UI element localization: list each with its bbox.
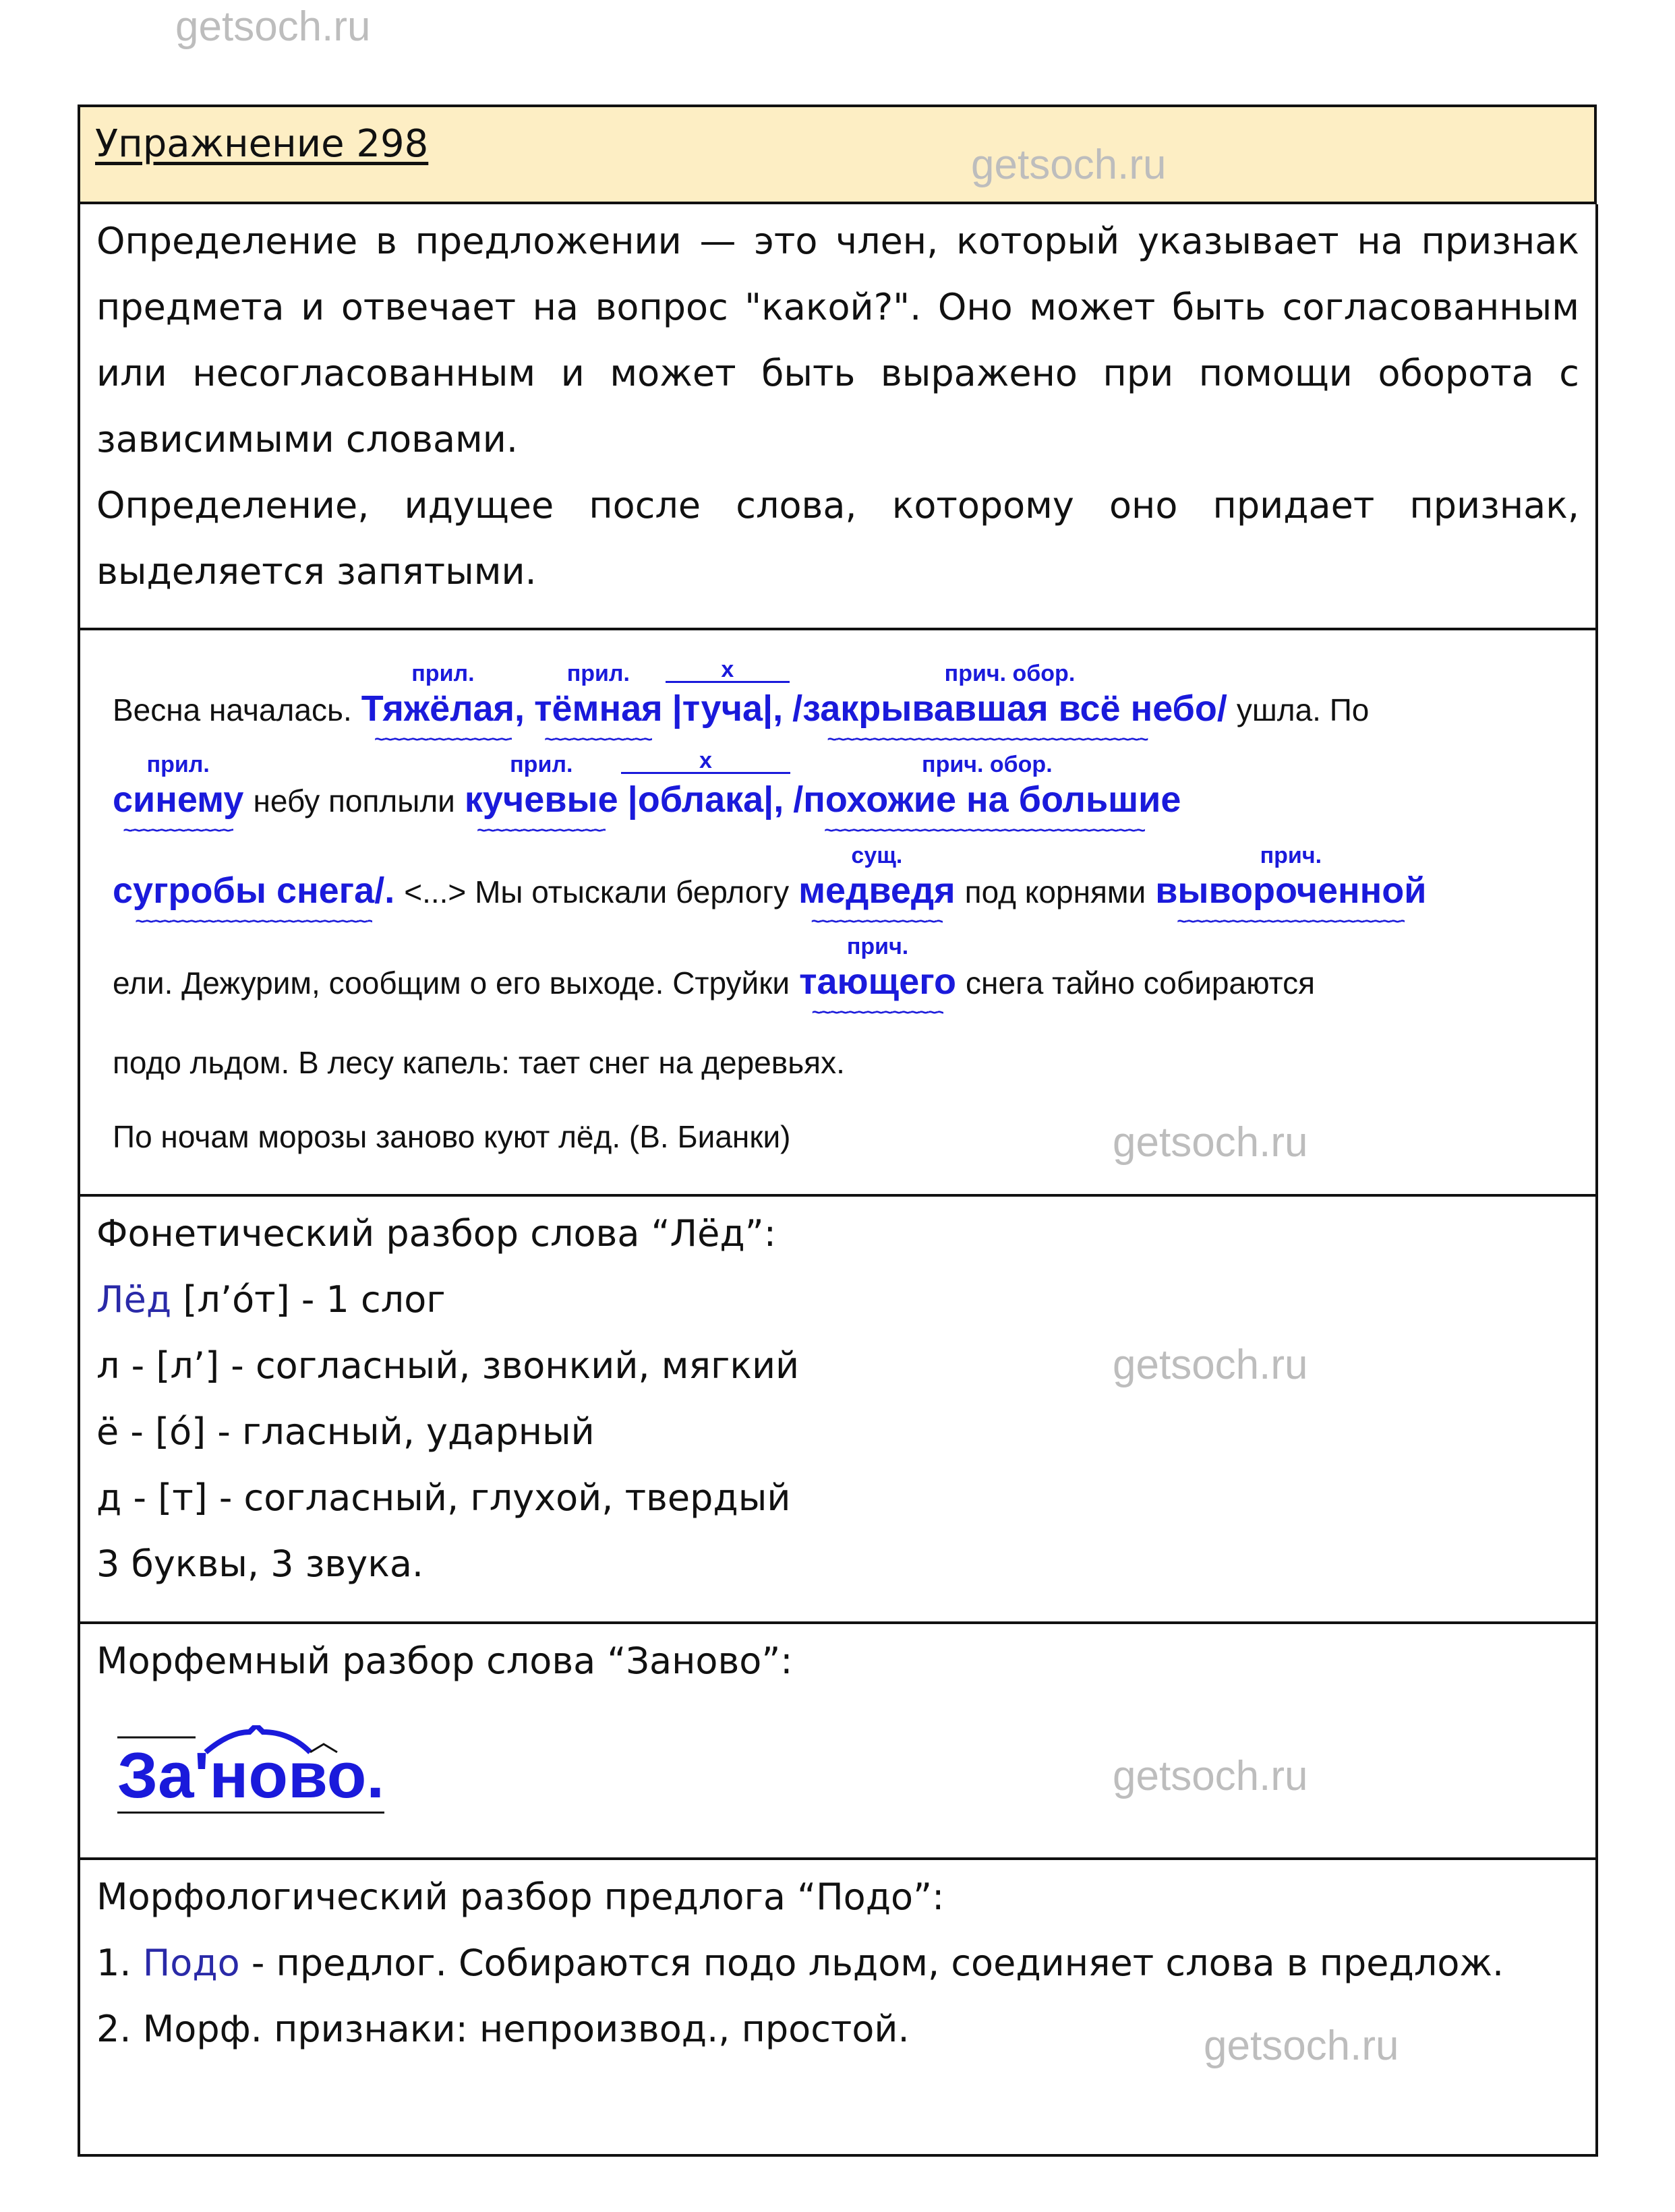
phonetic-section — [78, 1197, 1598, 1624]
part-of-speech-label: прич. обор. — [944, 661, 1076, 686]
example-text: По ночам морозы заново куют лёд. (В. Бианки) — [113, 1119, 791, 1154]
morphology-section — [78, 1860, 1598, 2157]
annotated-word: |облака|, x — [628, 779, 784, 820]
watermark: getsoch.ru — [971, 142, 1167, 188]
wavy-underline — [1177, 917, 1405, 926]
annotated-word: сугробы снега/. ~~~~~ — [113, 870, 394, 911]
morphology-heading: Морфологический разбор предлога “Подо”: — [96, 1876, 945, 1918]
preposition-word: Подо — [142, 1942, 240, 1984]
morphology-item-1 — [96, 1930, 1579, 1996]
phonetic-transcription-line — [96, 1267, 1579, 1333]
exercise-title: Упражнение 298 — [95, 122, 429, 166]
annotated-word: синему прил. ~~~~~ — [113, 779, 243, 820]
wavy-underline — [824, 826, 1150, 835]
phonetic-row: ё - [о́] - гласный, ударный — [96, 1410, 595, 1453]
definition-paragraph: Определение, идущее после слова, которому оно придает признак, выделяется запятыми. — [96, 484, 1579, 593]
example-line — [113, 1116, 800, 1158]
example-line — [113, 1042, 854, 1083]
wavy-underline — [812, 1008, 944, 1017]
part-of-speech-label: прич. — [1260, 843, 1322, 868]
example-text: под корнями — [964, 874, 1146, 909]
example-text: <...> Мы отыскали берлогу — [404, 874, 790, 909]
wavy-underline — [811, 917, 943, 926]
exercise-header — [78, 104, 1597, 204]
transcription: [л’о́т] - 1 слог — [183, 1278, 446, 1321]
wavy-underline — [135, 917, 372, 926]
phonetic-row: д - [т] - согласный, глухой, твердый — [96, 1476, 791, 1519]
annotated-word: вывороченной прич. ~~~~~ — [1155, 870, 1426, 911]
phonetic-row: л - [л’] - согласный, звонкий, мягкий — [96, 1344, 800, 1387]
wavy-underline — [123, 826, 233, 835]
example-line — [113, 748, 1190, 822]
morpheme-diagram — [117, 1739, 384, 1813]
annotated-word: /похожие на большие прич. обор. ~~~~~ — [793, 779, 1181, 820]
watermark: getsoch.ru — [1113, 1753, 1308, 1799]
watermark: getsoch.ru — [1204, 2023, 1399, 2069]
morphology-item-2: 2. Морф. признаки: непроизвод., простой. — [96, 2008, 910, 2050]
watermark: getsoch.ru — [1113, 1119, 1308, 1166]
example-text: ушла. По — [1236, 692, 1370, 727]
part-of-speech-label: прил. — [411, 661, 475, 686]
part-of-speech-label: прил. — [510, 752, 573, 777]
example-line — [113, 934, 1324, 1004]
part-of-speech-label: прич. обор. — [922, 752, 1053, 777]
example-text: снега тайно собираются — [966, 965, 1316, 1000]
morpheme-heading: Морфемный разбор слова “Заново”: — [96, 1640, 793, 1682]
watermark: getsoch.ru — [175, 3, 371, 50]
morpheme-section — [78, 1624, 1598, 1860]
example-text-section — [78, 630, 1598, 1197]
subject-mark: x — [666, 658, 790, 683]
subject-mark: x — [621, 749, 791, 774]
annotated-word: /закрывавшая всё небо/ прич. обор. ~~~~~ — [792, 688, 1227, 729]
annotated-word: тающего прич. ~~~~~ — [799, 961, 956, 1003]
root-arc-icon — [115, 1725, 371, 1766]
example-text: Весна началась. — [113, 692, 352, 727]
morpheme-word: За'ново. — [117, 1739, 384, 1814]
part-of-speech-label: прил. — [146, 752, 210, 777]
item-text: - предлог. Собираются подо льдом, соединяет слова в предлож. — [239, 1942, 1504, 1984]
annotated-word: тёмная прил. ~~~~~ — [534, 688, 663, 729]
example-line — [113, 843, 1436, 913]
item-number: 1. — [96, 1942, 131, 1984]
wavy-underline — [544, 735, 652, 744]
annotated-word: кучевые прил. ~~~~~ — [465, 779, 618, 820]
example-text: подо льдом. В лесу капель: тает снег на деревьях. — [113, 1045, 845, 1080]
part-of-speech-label: прич. — [846, 934, 909, 959]
watermark: getsoch.ru — [1113, 1342, 1308, 1388]
definition-section — [78, 204, 1598, 630]
phonetic-row: 3 буквы, 3 звука. — [96, 1543, 424, 1585]
example-line — [113, 657, 1378, 731]
wavy-underline — [477, 826, 606, 835]
phonetic-heading: Фонетический разбор слова “Лёд”: — [96, 1212, 776, 1255]
wavy-underline — [374, 735, 512, 744]
annotated-word: Тяжёлая, прил. ~~~~~ — [361, 688, 525, 729]
part-of-speech-label: прил. — [566, 661, 630, 686]
example-text: ели. Дежурим, сообщим о его выходе. Струйки — [113, 965, 790, 1000]
part-of-speech-label: сущ. — [851, 843, 903, 868]
example-text: небу поплыли — [253, 783, 455, 818]
annotated-word: медведя сущ. ~~~~~ — [798, 870, 956, 911]
phonetic-word: Лёд — [96, 1278, 172, 1321]
annotated-word: |туча|, x — [672, 688, 783, 729]
definition-paragraph: Определение в предложении — это член, который указывает на признак предмета и отвечает на вопрос "какой?". Оно может быть согласованным или несогласованным и может быть выражено при помощи оборота с зависимыми словами. — [96, 220, 1579, 460]
wavy-underline — [827, 735, 1193, 744]
